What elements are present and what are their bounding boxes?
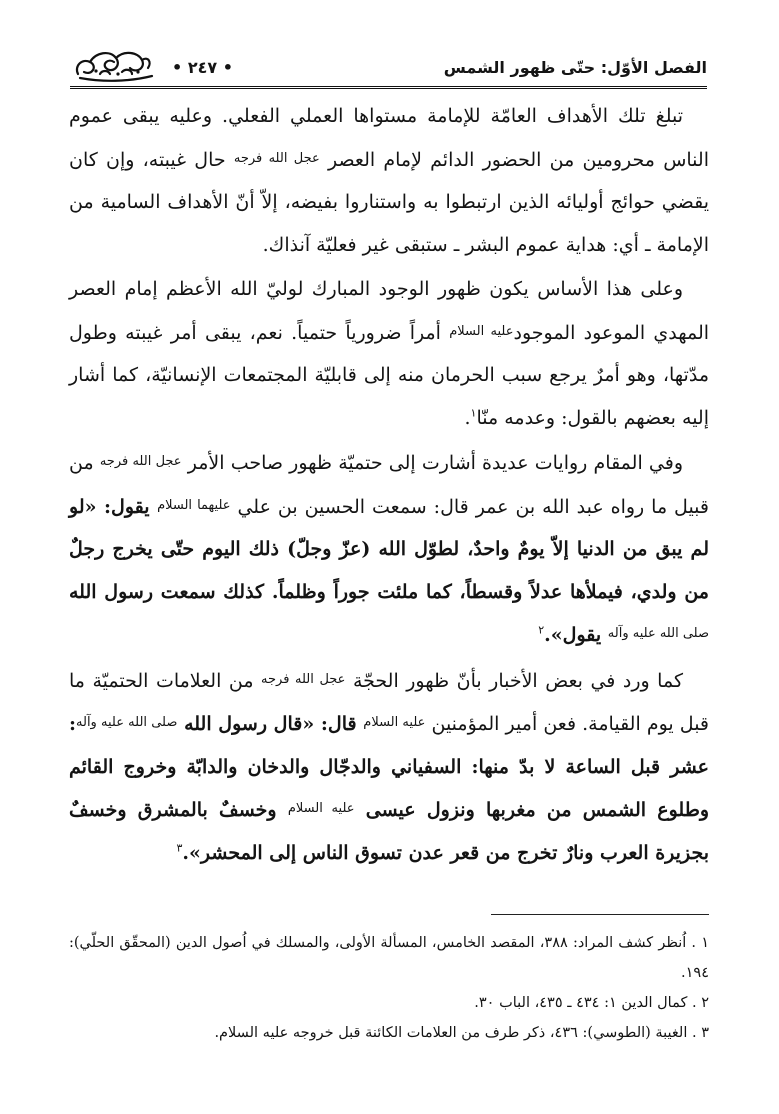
page-marker-left: • <box>172 58 183 77</box>
footnote-ref: ١ <box>470 406 477 420</box>
quoted-narration: يقول: «لو لم يبق من الدنيا إلاّ يومٌ واحدٌ، لطوّل الله (عزّ وجلّ) ذلك اليوم حتّى يخرج رجلٌ من ولدي، فيملأها عدلاً وقسطاً، كما ملئت جوراً وظلماً. كذلك سمعت رسول الله <box>69 495 709 603</box>
running-header <box>70 44 707 89</box>
body-text: أمراً ضرورياً حتمياً. نعم، يبقى أمر غيبته وطول مدّتها، وهو أمرٌ يرجع سبب الحرمان منه إلى قابليّة المجتمعات الإنسانيّة، كما أشار إليه بعضهم بالقول: وعدمه منّا <box>69 321 709 429</box>
quoted-narration: يقول». <box>544 624 608 646</box>
paragraph-3 <box>69 441 709 657</box>
page-number: ٢٤٧ <box>187 58 218 77</box>
body-text: وعلى هذا الأساس يكون ظهور الوجود المبارك لوليّ الله الأعظم إمام العصر المهدي الموعود الموجود <box>69 278 710 344</box>
honorific-glyph: عجل الله فرجه <box>261 671 346 687</box>
footnote-3: ٣ . الغيبة (الطوسي): ٤٣٦، ذكر طرف من العلامات الكائنة قبل خروجه عليه السلام. <box>214 1025 709 1041</box>
honorific-glyph: عجل الله فرجه <box>233 150 320 166</box>
quoted-narration: قال: «قال رسول الله <box>177 713 364 735</box>
footnotes <box>69 928 709 1048</box>
ornament-logo-icon <box>72 44 156 84</box>
body-text: وفي المقام روايات عديدة أشارت إلى حتميّة ظهور صاحب الأمر <box>181 452 683 474</box>
footnote-1: ١ . اُنظر كشف المراد: ٣٨٨، المقصد الخامس، المسألة الأولى، والمسلك في اُصول الدين (المحقّق الحلّي): ١٩٤. <box>69 935 709 981</box>
quoted-narration: وخسفٌ بالمشرق وخسفٌ بجزيرة العرب ونارٌ تخرج من قعر عدن تسوق الناس إلى المحشر». <box>69 799 709 864</box>
body-text: . <box>464 406 471 429</box>
honorific-glyph: عجل الله فرجه <box>99 454 182 469</box>
page-number-group <box>172 58 233 77</box>
paragraph-2 <box>69 268 709 439</box>
body-text: كما ورد في بعض الأخبار بأنّ ظهور الحجّة <box>345 669 683 692</box>
page-marker-right: • <box>222 58 233 77</box>
paragraph-1 <box>69 95 709 266</box>
honorific-glyph: عليه السلام <box>449 323 514 339</box>
body-text: حال غيبته، وإن كان يقضي حوائج أوليائه الذين ارتبطوا به واستناروا بفيضه، إلاّ أنّ الأهداف السامية من الإمامة ـ أي: هداية عموم البشر ـ ستبقى غير فعليّة آنذاك. <box>69 148 709 256</box>
honorific-glyph: صلى الله عليه وآله <box>76 715 178 730</box>
body-text: من قبيل ما رواه عبد الله بن عمر قال: سمعت الحسين بن علي <box>69 452 709 518</box>
main-text <box>69 95 709 876</box>
footnote-ref: ٣ <box>176 841 183 855</box>
chapter-title: الفصل الأوّل: حتّى ظهور الشمس <box>443 58 707 77</box>
body-text: تبلغ تلك الأهداف العامّة للإمامة مستواها العملي الفعلي. وعليه يبقى عموم الناس محرومين من الحضور الدائم لإمام العصر <box>69 105 709 171</box>
footnote-2: ٢ . كمال الدين ١: ٤٣٤ ـ ٤٣٥، الباب ٣٠. <box>474 995 709 1011</box>
honorific-glyph: عليه السلام <box>287 801 355 816</box>
footnote-separator <box>491 914 709 915</box>
honorific-glyph: صلى الله عليه وآله <box>607 626 709 641</box>
body-text: من العلامات الحتميّة ما قبل يوم القيامة. فعن أمير المؤمنين <box>69 669 710 735</box>
honorific-glyph: عليه السلام <box>363 715 426 730</box>
footnote-ref: ٢ <box>538 623 545 637</box>
quoted-narration: : عشر قبل الساعة لا بدّ منها: السفياني والدجّال والدخان والدابّة وخروج القائم وطلوع الشمس من مغربها ونزول عيسى <box>69 713 709 821</box>
paragraph-4 <box>69 659 709 875</box>
honorific-glyph: عليهما السلام <box>157 497 231 513</box>
